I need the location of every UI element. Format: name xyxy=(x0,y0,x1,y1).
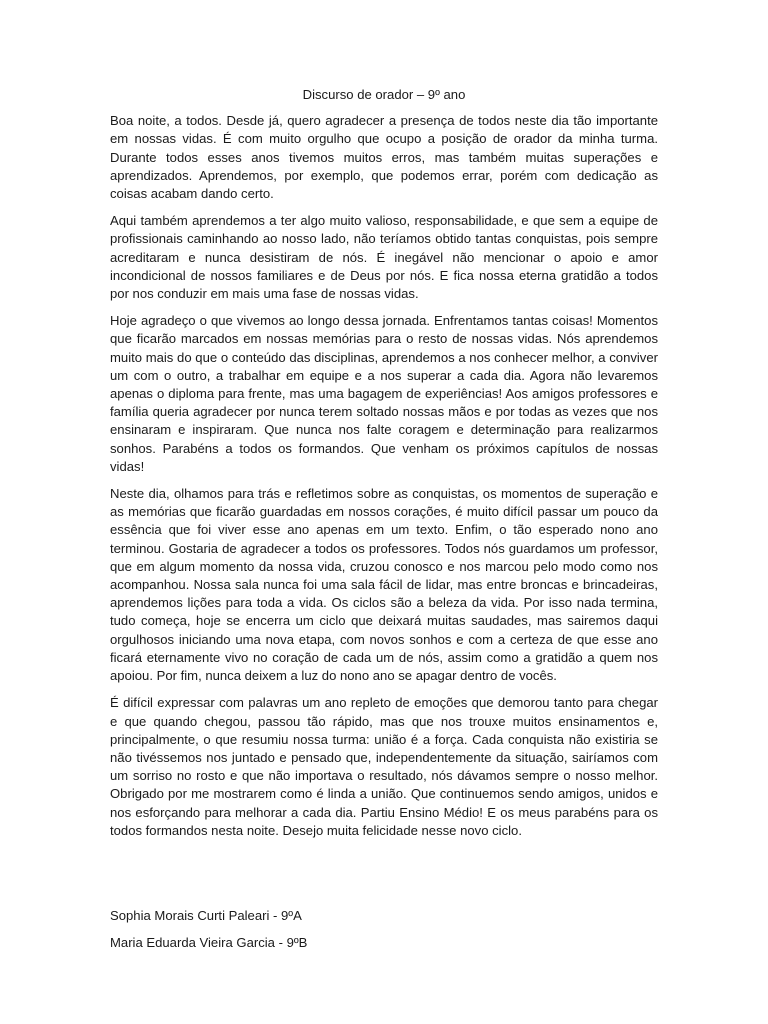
paragraph-responsibility: Aqui também aprendemos a ter algo muito valioso, responsabilidade, e que sem a equipe de profissionais caminhando ao nosso lado, não teríamos obtido tantas conquistas, pois sempre acreditaram e nunca desistiram de nós. É inegável não mencionar o apoio e amor incondicional de nossos familiares e de Deus por nós. E fica nossa eterna gratidão a todos por nos conduzir em mais uma fase de nossas vidas. xyxy=(110,213,658,302)
signature-spacer xyxy=(110,849,658,907)
signature-line: Sophia Morais Curti Paleari - 9ºA xyxy=(110,907,302,923)
paragraph-closing: É difícil expressar com palavras um ano repleto de emoções que demorou tanto para chegar e que quando chegou, passou tão rápido, mas que nos trouxe muitos ensinamentos e, principalmente, o que resumiu nossa turma: união é a força. Cada conquista não existiria se não tivéssemos nos juntado e pensado que, independentemente da situação, sairíamos com um sorriso no rosto e que não importava o resultado, nós dávamos sempre o nosso melhor. Obrigado por me mostrarem como é linda a união. Que continuemos sendo amigos, unidos e nos esforçando para melhorar a cada dia. Partiu Ensino Médio! E os meus parabéns para os todos formandos nesta noite. Desejo muita felicidade nesse novo ciclo. xyxy=(110,695,658,838)
document-body xyxy=(110,86,658,961)
signature-line: Maria Eduarda Vieira Garcia - 9ºB xyxy=(110,935,308,951)
paragraph-gratitude: Hoje agradeço o que vivemos ao longo dessa jornada. Enfrentamos tantas coisas! Momentos que ficarão marcados em nossas memórias para o resto de nossas vidas. Nós aprendemos muito mais do que o conteúdo das disciplinas, aprendemos a nos conhecer melhor, a conviver um com o outro, a trabalhar em equipe e a nos superar a cada dia. Agora não levaremos apenas o diploma para frente, mas uma bagagem de experiências! Aos amigos professores e família queria agradecer por nunca terem soltado nossas mãos e por todas as vezes que nos ensinaram e inspiraram. Que nunca nos falte coragem e determinação para realizarmos sonhos. Parabéns a todos os formandos. Que venham os próximos capítulos de nossas vidas! xyxy=(110,313,658,474)
paragraph-greeting: Boa noite, a todos. Desde já, quero agradecer a presença de todos neste dia tão importante em nossas vidas. É com muito orgulho que ocupo a posição de orador da minha turma. Durante todos esses anos tivemos muitos erros, mas também muitas superações e aprendizados. Aprendemos, por exemplo, que podemos errar, porém com dedicação as coisas acabam dando certo. xyxy=(110,113,658,202)
document-title: Discurso de orador – 9º ano xyxy=(302,87,466,102)
paragraph-reflection: Neste dia, olhamos para trás e refletimos sobre as conquistas, os momentos de superação e as memórias que ficarão guardadas em nossos corações, é muito difícil passar um pouco da essência que foi viver esse ano apenas em um texto. Enfim, o tão esperado nono ano terminou. Gostaria de agradecer a todos os professores. Todos nós guardamos um professor, que em algum momento da nossa vida, cruzou conosco e nos marcou pelo modo como nos acompanhou. Nossa sala nunca foi uma sala fácil de lidar, mas entre broncas e brincadeiras, aprendemos lições para toda a vida. Os ciclos são a beleza da vida. Por isso nada termina, tudo começa, hoje se encerra um ciclo que deixará muitas saudades, mas sairemos daqui orgulhosos iniciando uma nova etapa, com novos sonhos e com a certeza de que esse ano ficará eternamente vivo no coração de cada um de nós, assim como a gratidão a quem nos apoiou. Por fim, nunca deixem a luz do nono ano se apagar dentro de vocês. xyxy=(110,486,658,684)
